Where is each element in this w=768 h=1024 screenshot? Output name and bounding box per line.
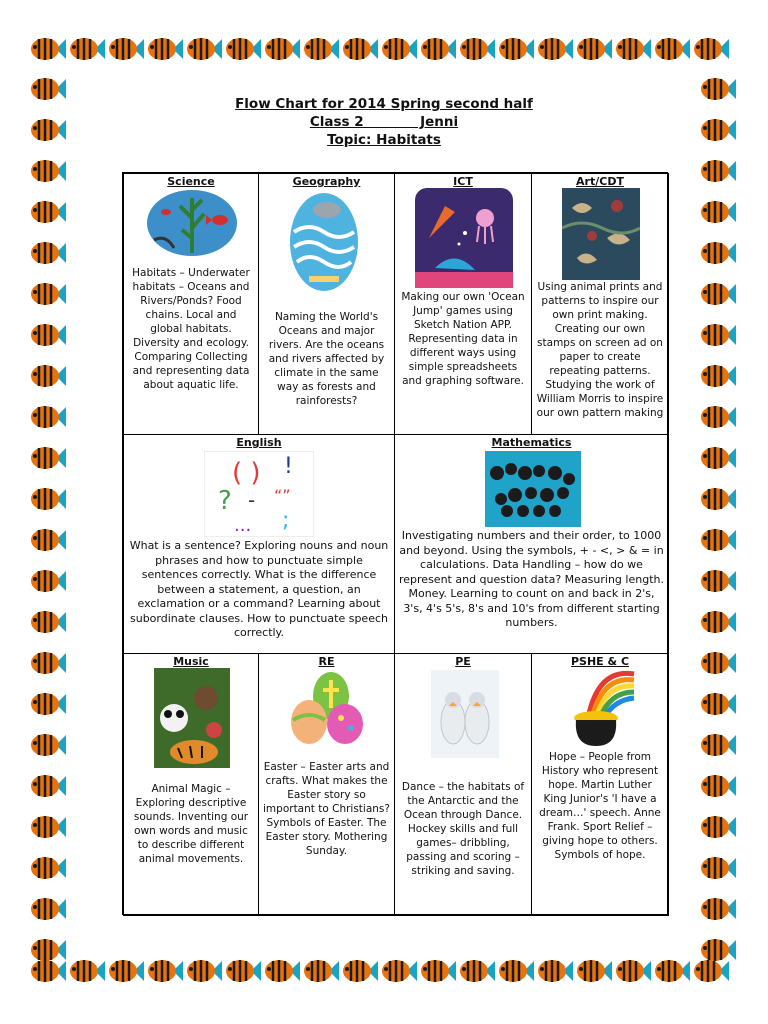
pe-cell <box>394 653 532 916</box>
tropical-fish-icon <box>700 363 736 389</box>
pe-text: Dance – the habitats of the Antarctic and the Ocean through Dance. Hockey skills and full games– dribbling, passing and scoring – striking and saving. <box>401 781 525 877</box>
tropical-fish-icon <box>30 240 66 266</box>
tropical-fish-icon <box>30 322 66 348</box>
tropical-fish-icon <box>700 896 736 922</box>
svg-text:( ): ( ) <box>232 458 261 488</box>
tropical-fish-icon <box>700 527 736 553</box>
tropical-fish-icon <box>700 814 736 840</box>
geography-title: Geography <box>292 175 361 188</box>
tropical-fish-icon <box>700 404 736 430</box>
tropical-fish-icon <box>30 363 66 389</box>
tropical-fish-icon <box>700 199 736 225</box>
tropical-fish-icon <box>700 281 736 307</box>
music-title: Music <box>173 655 209 668</box>
tropical-fish-icon <box>576 958 612 984</box>
tropical-fish-icon <box>498 958 534 984</box>
punctuation-marks-icon <box>204 451 314 537</box>
tropical-fish-icon <box>342 958 378 984</box>
art-cell <box>531 173 669 435</box>
tropical-fish-icon <box>420 958 456 984</box>
maths-text: Investigating numbers and their order, to 1000 and beyond. Using the symbols, + - <, > & = in calculations. Data Handling – how do we represent and question data? Measuring length. Money. Learning to count on and back in 2's, 3's, 4's 5's, 8's and 10's from different starting numbers. <box>399 529 664 629</box>
tropical-fish-icon <box>700 445 736 471</box>
tropical-fish-icon <box>30 609 66 635</box>
music-text: Animal Magic – Exploring descriptive sounds. Inventing our own words and music to describe different animal movements. <box>133 783 249 865</box>
geography-text: Naming the World's Oceans and major rivers. Are the oceans and rivers affected by climate in the same way as forests and rainforests? <box>268 311 385 407</box>
geography-cell <box>258 173 395 435</box>
tropical-fish-icon <box>225 958 261 984</box>
underwater-scene-icon <box>146 188 238 258</box>
svg-text:!: ! <box>284 454 293 479</box>
tropical-fish-icon <box>700 158 736 184</box>
tropical-fish-icon <box>303 36 339 62</box>
tropical-fish-icon <box>147 958 183 984</box>
tropical-fish-icon <box>69 958 105 984</box>
tropical-fish-icon <box>30 158 66 184</box>
ocean-waves-icon <box>289 192 359 292</box>
tropical-fish-icon <box>30 650 66 676</box>
english-text: What is a sentence? Exploring nouns and noun phrases and how to punctuate simple sentences correctly. What is the difference between a statement, a question, an exclamation or a command? Learning about subordinate clauses. How to punctuate speech correctly. <box>129 539 389 639</box>
tropical-fish-icon <box>30 773 66 799</box>
tropical-fish-icon <box>30 199 66 225</box>
tropical-fish-icon <box>30 732 66 758</box>
tropical-fish-icon <box>700 322 736 348</box>
tropical-fish-icon <box>615 958 651 984</box>
tropical-fish-icon <box>30 486 66 512</box>
pshe-text: Hope – People from History who represent hope. Martin Luther King Junior's 'I have a dream…' speech. Anne Frank. Sport Relief – giving hope to others. Symbols of hope. <box>539 751 661 861</box>
tropical-fish-icon <box>69 36 105 62</box>
re-text: Easter – Easter arts and crafts. What makes the Easter story so important to Christians? Symbols of Easter. The Easter story. Mothering Sunday. <box>263 761 390 857</box>
tropical-fish-icon <box>108 36 144 62</box>
re-title: RE <box>318 655 335 668</box>
ict-text: Making our own 'Ocean Jump' games using Sketch Nation APP. Representing data in different ways using simple spreadsheets and graphing software. <box>401 291 525 387</box>
science-title: Science <box>167 175 215 188</box>
game-art-icon <box>415 188 513 288</box>
subject-grid <box>122 172 668 915</box>
tropical-fish-icon <box>30 814 66 840</box>
tropical-fish-icon <box>186 36 222 62</box>
tropical-fish-icon <box>108 958 144 984</box>
topic-title: Topic: Habitats <box>327 132 441 148</box>
tropical-fish-icon <box>303 958 339 984</box>
tropical-fish-icon <box>264 36 300 62</box>
tropical-fish-icon <box>420 36 456 62</box>
maths-cell <box>394 434 669 654</box>
svg-text:...: ... <box>234 515 252 536</box>
music-cell <box>123 653 259 916</box>
jungle-animals-icon <box>154 668 230 768</box>
tropical-fish-icon <box>700 486 736 512</box>
tropical-fish-icon <box>30 568 66 594</box>
tropical-fish-icon <box>147 36 183 62</box>
tropical-fish-icon <box>537 36 573 62</box>
tropical-fish-icon <box>700 855 736 881</box>
tropical-fish-icon <box>700 691 736 717</box>
tropical-fish-icon <box>381 958 417 984</box>
tropical-fish-icon <box>30 36 66 62</box>
maths-title: Mathematics <box>491 436 572 449</box>
tropical-fish-icon <box>186 958 222 984</box>
class-line: Class 2 Jenni <box>309 114 459 130</box>
number-game-icon <box>485 451 581 527</box>
science-text: Habitats – Underwater habitats – Oceans and Rivers/Ponds? Food chains. Local and global habitats. Diversity and ecology. Comparing Collecting and representing data about aquatic life. <box>132 267 250 391</box>
tropical-fish-icon <box>700 568 736 594</box>
tropical-fish-icon <box>700 732 736 758</box>
english-title: English <box>236 436 282 449</box>
tropical-fish-icon <box>700 937 736 963</box>
tropical-fish-icon <box>700 650 736 676</box>
easter-eggs-icon <box>287 668 369 748</box>
william-morris-pattern-icon <box>562 188 640 280</box>
tropical-fish-icon <box>537 958 573 984</box>
art-title: Art/CDT <box>576 175 624 188</box>
svg-text:?: ? <box>218 486 232 516</box>
tropical-fish-icon <box>700 609 736 635</box>
pshe-cell <box>531 653 669 916</box>
ict-title: ICT <box>453 175 473 188</box>
tropical-fish-icon <box>700 240 736 266</box>
tropical-fish-icon <box>225 36 261 62</box>
svg-text:“”: “” <box>274 486 291 505</box>
re-cell <box>258 653 395 916</box>
art-text: Using animal prints and patterns to inspire our own print making. Creating our own stamps on screen ad on paper to create repeating patterns. Studying the work of William Morris to inspire our own pattern making <box>536 281 664 419</box>
tropical-fish-icon <box>459 36 495 62</box>
tropical-fish-icon <box>654 958 690 984</box>
tropical-fish-icon <box>30 404 66 430</box>
ict-cell <box>394 173 532 435</box>
tropical-fish-icon <box>30 896 66 922</box>
tropical-fish-icon <box>342 36 378 62</box>
tropical-fish-icon <box>30 855 66 881</box>
svg-text:-: - <box>248 488 256 512</box>
tropical-fish-icon <box>654 36 690 62</box>
tropical-fish-icon <box>693 36 729 62</box>
tropical-fish-icon <box>459 958 495 984</box>
flow-chart-title: Flow Chart for 2014 Spring second half <box>235 96 533 112</box>
tropical-fish-icon <box>30 691 66 717</box>
penguins-icon <box>431 670 499 758</box>
pshe-title: PSHE & C <box>570 655 630 668</box>
english-cell <box>123 434 395 654</box>
tropical-fish-icon <box>30 937 66 963</box>
tropical-fish-icon <box>381 36 417 62</box>
science-cell <box>123 173 259 435</box>
tropical-fish-icon <box>264 958 300 984</box>
tropical-fish-icon <box>498 36 534 62</box>
tropical-fish-icon <box>576 36 612 62</box>
tropical-fish-icon <box>615 36 651 62</box>
tropical-fish-icon <box>30 527 66 553</box>
tropical-fish-icon <box>30 281 66 307</box>
svg-text:;: ; <box>282 508 290 533</box>
pe-title: PE <box>455 655 471 668</box>
tropical-fish-icon <box>700 773 736 799</box>
tropical-fish-icon <box>30 445 66 471</box>
rainbow-pot-of-gold-icon <box>568 668 638 748</box>
